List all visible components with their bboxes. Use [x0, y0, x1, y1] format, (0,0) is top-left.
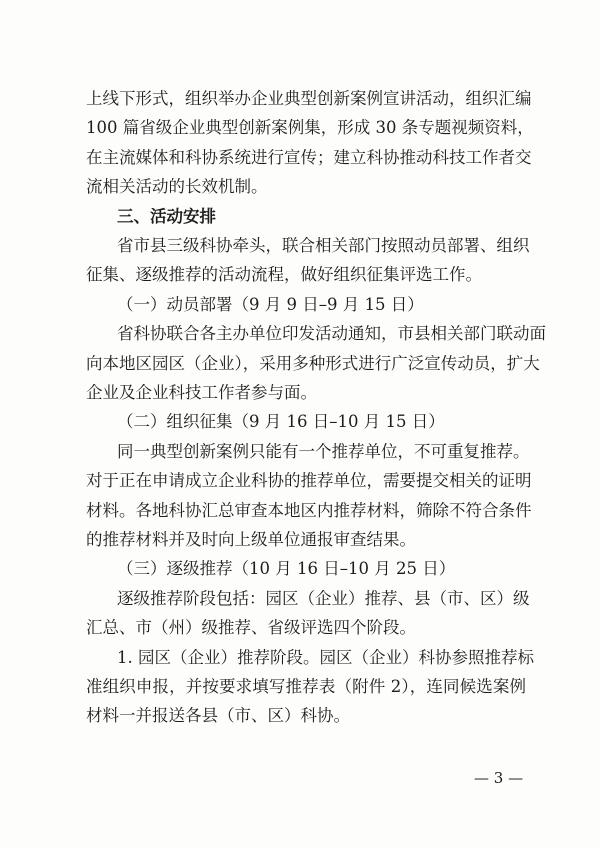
paragraph-line: 省科协联合各主办单位印发活动通知，市县相关部门联动面	[117, 324, 546, 344]
section-heading: 三、活动安排	[117, 206, 216, 226]
paragraph-line: 向本地区园区（企业），采用多种形式进行广泛宣传动员，扩大	[86, 353, 540, 373]
page-number: — 3 —	[474, 769, 524, 787]
paragraph-line: 流相关活动的长效机制。	[86, 177, 268, 197]
paragraph-line: 同一典型创新案例只能有一个推荐单位，不可重复推荐。	[117, 441, 530, 461]
paragraph-line: 100 篇省级企业典型创新案例集，形成 30 条专题视频资料，	[86, 118, 534, 138]
paragraph-line: 在主流媒体和科协系统进行宣传；建立科协推动科技工作者交	[86, 147, 532, 167]
paragraph-line: 的推荐材料并及时向上级单位通报审查结果。	[86, 530, 416, 549]
paragraph-line: 汇总、市（州）级推荐、省级评选四个阶段。	[86, 618, 416, 638]
paragraph-line: 材料一并报送各县（市、区）科协。	[86, 706, 350, 726]
subsection-heading: （一）动员部署（9 月 9 日–9 月 15 日）	[117, 294, 424, 314]
paragraph-line: 对于正在申请成立企业科协的推荐单位，需要提交相关的证明	[86, 471, 532, 491]
paragraph-line: 逐级推荐阶段包括：园区（企业）推荐、县（市、区）级	[117, 588, 530, 608]
paragraph-line: 材料。各地科协汇总审查本地区内推荐材料，筛除不符合条件	[86, 500, 532, 520]
paragraph-line: 上线下形式，组织举办企业典型创新案例宣讲活动，组织汇编	[86, 89, 532, 108]
paragraph-line: 省市县三级科协牵头，联合相关部门按照动员部署、组织	[117, 236, 530, 255]
subsection-heading: （三）逐级推荐（10 月 16 日–10 月 25 日）	[117, 559, 456, 579]
paragraph-line: 征集、逐级推荐的活动流程，做好组织征集评选工作。	[86, 265, 482, 285]
paragraph-line: 准组织申报，并按要求填写推荐表（附件 2），连同候选案例	[86, 677, 526, 696]
paragraph-line: 1. 园区（企业）推荐阶段。园区（企业）科协参照推荐标	[117, 647, 534, 667]
subsection-heading: （二）组织征集（9 月 16 日–10 月 15 日）	[117, 412, 445, 432]
paragraph-line: 企业及企业科技工作者参与面。	[86, 383, 317, 402]
